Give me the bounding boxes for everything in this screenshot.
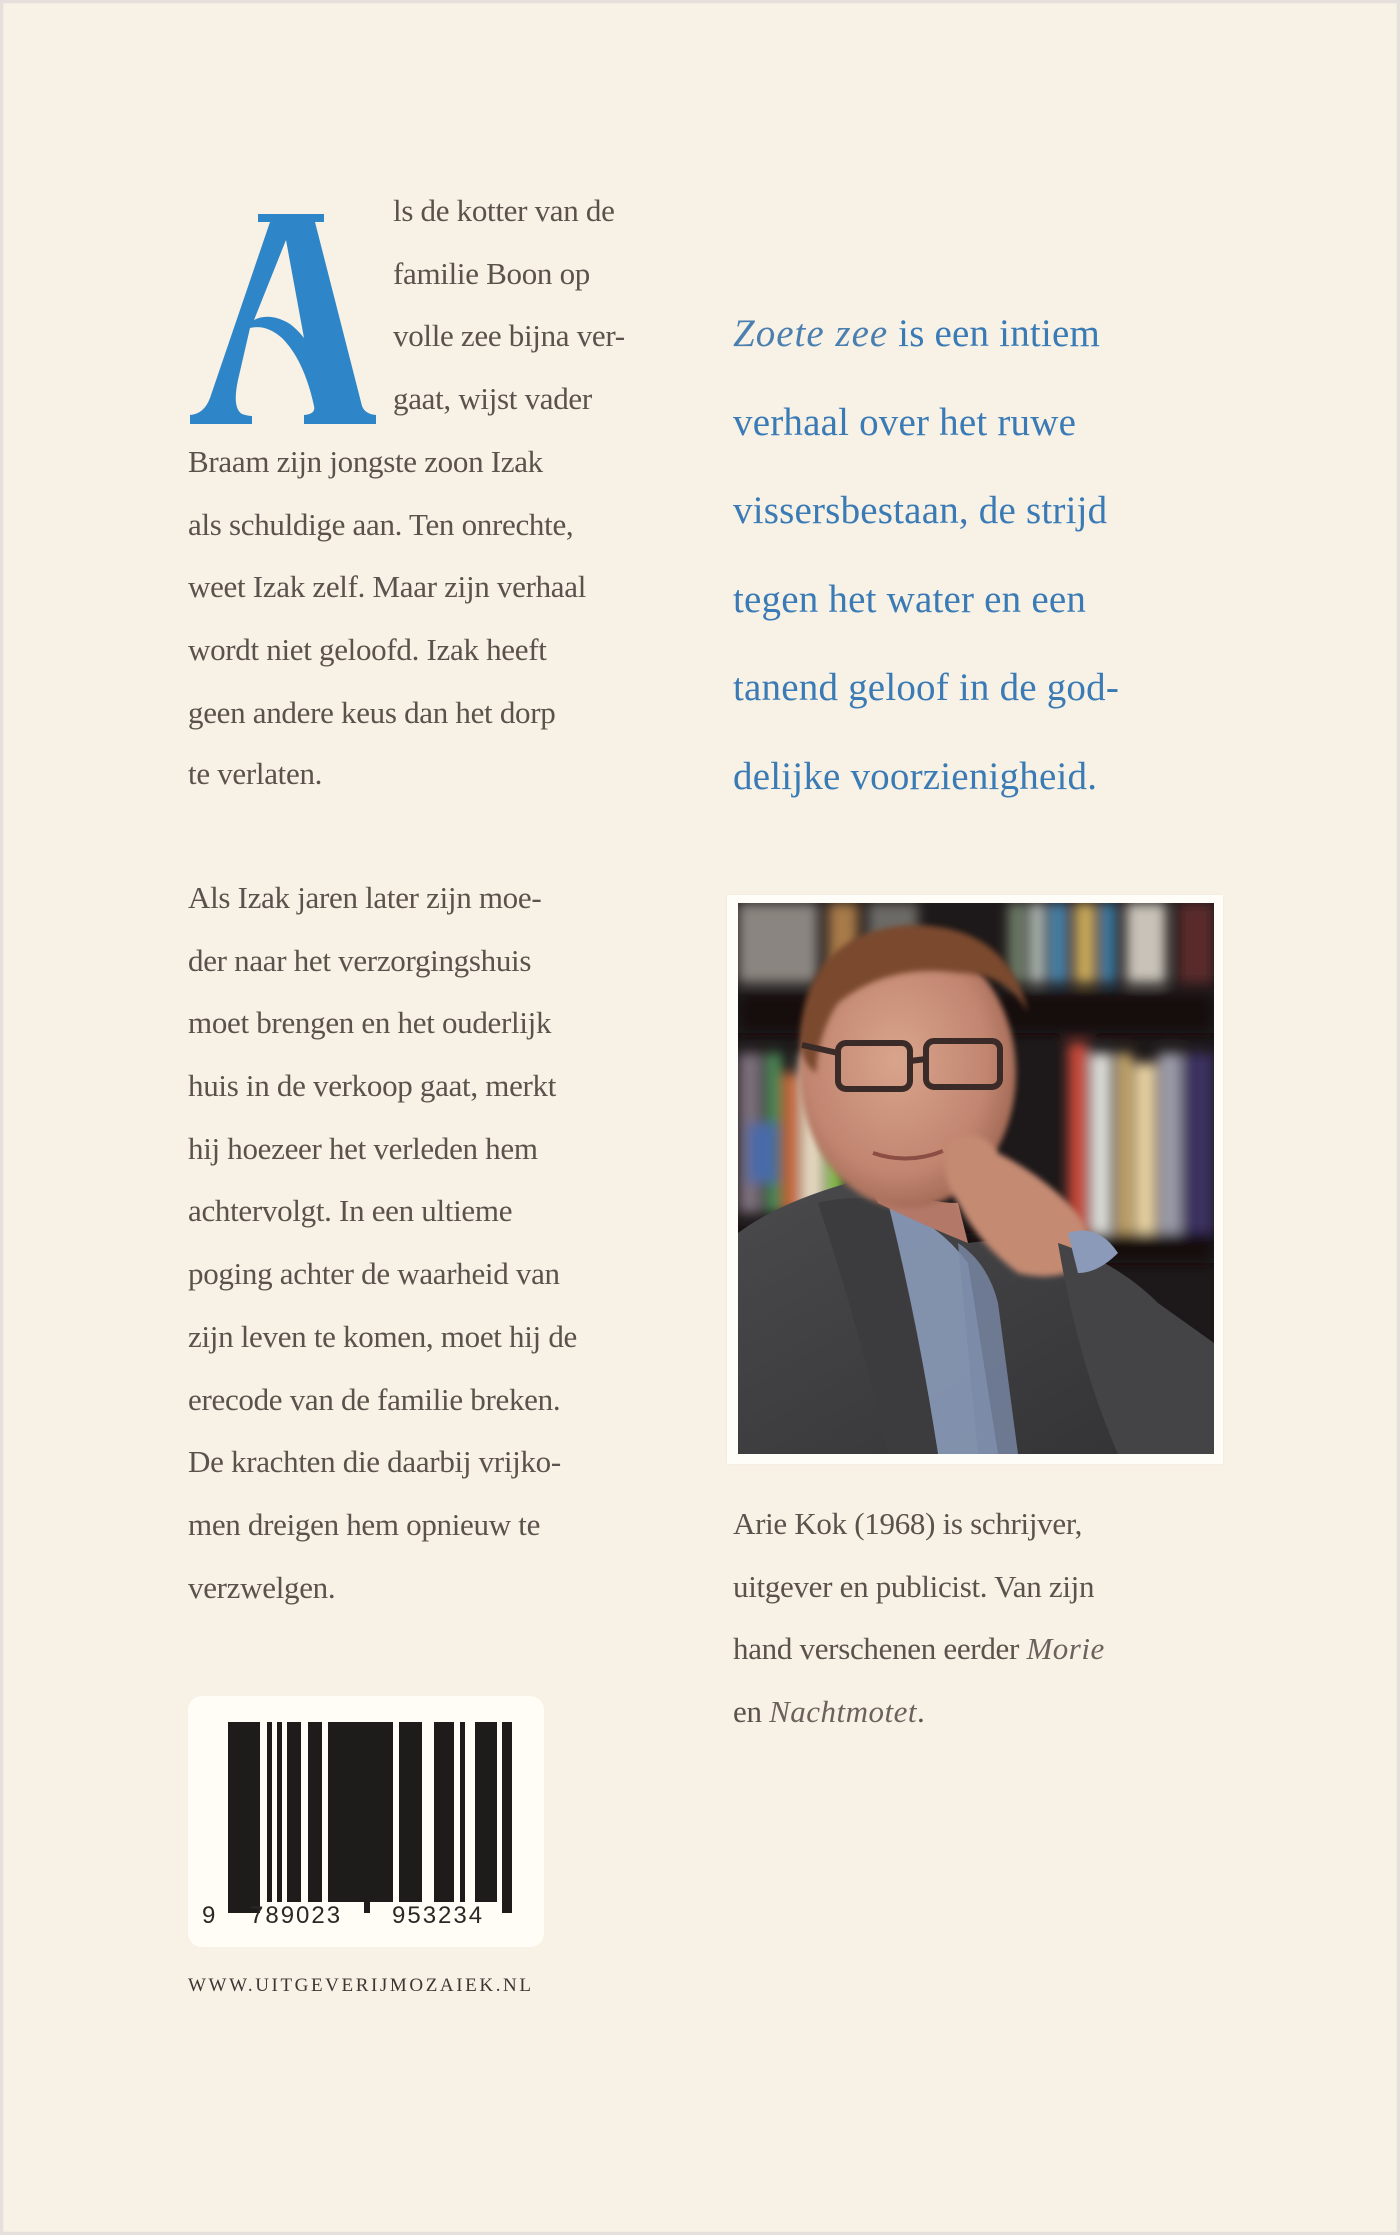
- text-line: Braam zijn jongste zoon Izak: [188, 444, 543, 479]
- author-bio: [733, 1493, 1105, 1744]
- bio-text: hand verschenen eerder: [733, 1631, 1027, 1667]
- text-line: moet brengen en het ouderlijk: [188, 1005, 552, 1041]
- bio-text: .: [917, 1694, 925, 1730]
- bio-text: en: [733, 1694, 770, 1730]
- text-line: familie Boon op: [393, 256, 590, 291]
- text-line: erecode van de familie breken.: [188, 1381, 561, 1417]
- isbn-digit-group: 789023: [250, 1902, 343, 1929]
- author-portrait-illustration: [738, 903, 1214, 1454]
- synopsis-paragraph-2: [188, 867, 577, 1619]
- isbn-barcode: [188, 1696, 544, 1947]
- blurb-line: vissersbestaan, de strijd: [733, 489, 1108, 532]
- text-line: poging achter de waarheid van: [188, 1256, 560, 1292]
- bio-line: uitgever en publicist. Van zijn: [733, 1568, 1095, 1604]
- isbn-number: [188, 1902, 544, 1932]
- bio-line: Arie Kok (1968) is schrijver,: [733, 1506, 1083, 1541]
- text-line: achtervolgt. In een ultieme: [188, 1193, 513, 1229]
- bio-line: [733, 1681, 1105, 1744]
- text-line: hij hoezeer het verleden hem: [188, 1130, 538, 1166]
- isbn-digit-group: 9: [202, 1902, 218, 1929]
- text-line: Als Izak jaren later zijn moe-: [188, 880, 542, 915]
- text-line: men dreigen hem opnieuw te: [188, 1506, 541, 1542]
- author-photo: [738, 903, 1214, 1454]
- text-line: wordt niet geloofd. Izak heeft: [188, 632, 547, 667]
- book-blurb: [733, 290, 1119, 821]
- text-line: verzwelgen.: [188, 1569, 336, 1605]
- blurb-line: verhaal over het ruwe: [733, 400, 1077, 444]
- bio-line: [733, 1618, 1105, 1681]
- blurb-text: is een intiem: [888, 312, 1101, 355]
- text-line: gaat, wijst vader: [393, 381, 592, 416]
- text-line: te verlaten.: [188, 756, 323, 791]
- author-photo-frame: [727, 895, 1223, 1464]
- text-line: De krachten die daarbij vrijko-: [188, 1444, 561, 1480]
- blurb-line: tanend geloof in de god-: [733, 666, 1120, 709]
- text-line: ls de kotter van de: [393, 193, 615, 228]
- book-title: Zoete zee: [733, 312, 889, 355]
- publisher-url[interactable]: WWW.UITGEVERIJMOZAIEK.NL: [188, 1975, 534, 1996]
- text-line: huis in de verkoop gaat, merkt: [188, 1068, 557, 1104]
- text-line: der naar het verzorgingshuis: [188, 942, 532, 978]
- blurb-line: [733, 290, 1119, 379]
- book-title-nachtmotet: Nachtmotet: [769, 1694, 918, 1730]
- text-line: geen andere keus dan het dorp: [188, 695, 556, 730]
- drop-cap-letter-a: [186, 210, 378, 426]
- text-line: volle zee bijna ver-: [393, 318, 625, 353]
- isbn-digit-group: 953234: [392, 1902, 485, 1929]
- text-line: zijn leven te komen, moet hij de: [188, 1318, 577, 1354]
- blurb-line: tegen het water en een: [733, 577, 1087, 621]
- text-line: als schuldige aan. Ten onrechte,: [188, 507, 574, 542]
- text-line: weet Izak zelf. Maar zijn verhaal: [188, 569, 587, 604]
- book-title-morie: Morie: [1026, 1631, 1105, 1667]
- blurb-line: delijke voorzienigheid.: [733, 754, 1098, 798]
